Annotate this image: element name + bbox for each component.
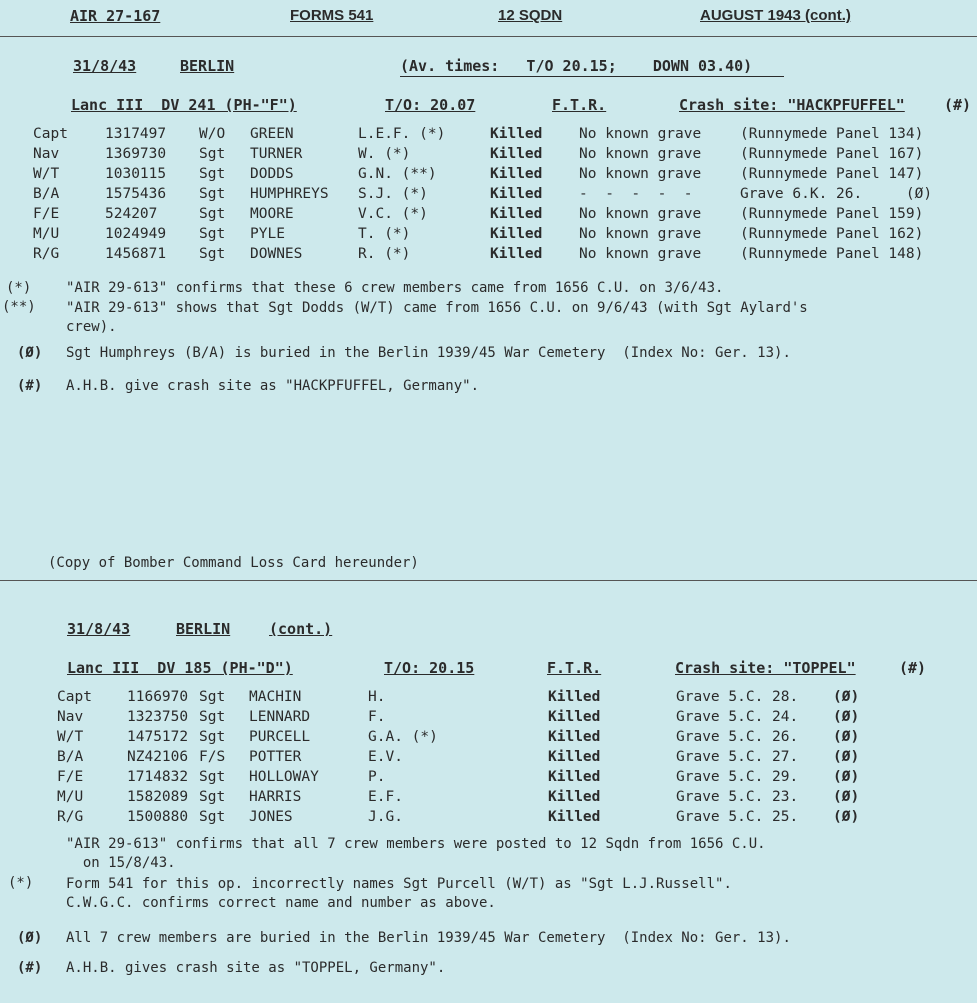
crew-row [0, 166, 977, 186]
crew-row [0, 226, 977, 246]
crew-fate: Killed [490, 226, 543, 242]
crew-fate: Killed [548, 749, 601, 765]
crew-surname: DODDS [250, 166, 294, 182]
crew-fate: Killed [490, 126, 543, 142]
crew-initials: H. [368, 689, 386, 705]
crew-row [0, 709, 977, 729]
crew-surname: JONES [249, 809, 293, 825]
forms-label: FORMS 541 [290, 7, 374, 24]
sec1-ftr: F.T.R. [552, 96, 607, 114]
sec1-note-1-mark: (*) [6, 280, 32, 296]
crew-initials: E.F. [368, 789, 403, 805]
crew-row [0, 749, 977, 769]
crew-memorial: (Runnymede Panel 147) [740, 166, 924, 182]
crew-fate: Killed [548, 769, 601, 785]
crew-role: R/G [57, 809, 84, 825]
crew-service-number: 524207 [105, 206, 158, 222]
crew-grave-mark: (Ø) [833, 789, 860, 805]
crew-rank: W/O [199, 126, 226, 142]
crew-rank: Sgt [199, 166, 226, 182]
crew-service-number: 1030115 [105, 166, 167, 182]
crew-rank: Sgt [199, 789, 226, 805]
crew-role: Nav [57, 709, 84, 725]
crew-rank: Sgt [199, 186, 226, 202]
crew-rank: Sgt [199, 709, 226, 725]
sec1-target: BERLIN [180, 57, 235, 75]
crew-role: F/E [33, 206, 60, 222]
sec1-times-underline [400, 76, 784, 77]
sec1-note-2: "AIR 29-613" shows that Sgt Dodds (W/T) came from 1656 C.U. on 9/6/43 (with Sgt Aylard's crew). [66, 300, 808, 335]
sec2-crash-site: Crash site: "TOPPEL" [675, 659, 856, 677]
crew-surname: HARRIS [249, 789, 302, 805]
crew-initials: G.N. (**) [358, 166, 437, 182]
crew-role: Capt [33, 126, 68, 142]
crew-initials: V.C. (*) [358, 206, 428, 222]
sec2-note-3: All 7 crew members are buried in the Berlin 1939/45 War Cemetery (Index No: Ger. 13). [66, 930, 791, 946]
crew-fate: Killed [548, 689, 601, 705]
crew-fate: Killed [548, 709, 601, 725]
crew-rank: Sgt [199, 809, 226, 825]
crew-service-number: 1475172 [127, 729, 189, 745]
crew-memorial: (Runnymede Panel 162) [740, 226, 924, 242]
header-divider [0, 36, 977, 37]
crew-fate: Killed [548, 729, 601, 745]
sec2-aircraft: Lanc III DV 185 (PH-"D") [67, 659, 293, 677]
sec1-note-4: A.H.B. give crash site as "HACKPFUFFEL, Germany". [66, 378, 480, 394]
crew-initials: J.G. [368, 809, 403, 825]
sec2-note-3-mark: (Ø) [17, 930, 43, 946]
crew-row [0, 769, 977, 789]
crew-rank: F/S [199, 749, 226, 765]
crew-grave-mark: (Ø) [833, 769, 860, 785]
sec2-date: 31/8/43 [67, 620, 131, 638]
sec2-ftr: F.T.R. [547, 659, 602, 677]
crew-grave: Grave 5.C. 29. [676, 769, 799, 785]
sec1-crash-mark: (#) [944, 96, 972, 114]
crew-initials: T. (*) [358, 226, 411, 242]
crew-memorial: Grave 6.K. 26. (Ø) [740, 186, 933, 202]
crew-service-number: 1456871 [105, 246, 167, 262]
crew-role: W/T [33, 166, 60, 182]
crew-initials: E.V. [368, 749, 403, 765]
loss-card-note: (Copy of Bomber Command Loss Card hereunder) [48, 555, 419, 571]
crew-surname: POTTER [249, 749, 302, 765]
crew-grave: Grave 5.C. 23. [676, 789, 799, 805]
crew-service-number: 1317497 [105, 126, 167, 142]
crew-rank: Sgt [199, 689, 226, 705]
crew-role: M/U [33, 226, 60, 242]
crew-grave: Grave 5.C. 25. [676, 809, 799, 825]
sec1-note-4-mark: (#) [17, 378, 43, 394]
crew-fate: Killed [548, 789, 601, 805]
crew-service-number: 1369730 [105, 146, 167, 162]
crew-fate: Killed [490, 206, 543, 222]
crew-surname: HOLLOWAY [249, 769, 319, 785]
crew-rank: Sgt [199, 769, 226, 785]
crew-rank: Sgt [199, 206, 226, 222]
section-divider [0, 580, 977, 581]
crew-row [0, 146, 977, 166]
crew-initials: R. (*) [358, 246, 411, 262]
doc-reference: AIR 27-167 [70, 7, 161, 25]
crew-surname: GREEN [250, 126, 294, 142]
crew-grave: - - - - - [579, 186, 693, 202]
crew-row [0, 789, 977, 809]
sec2-note-4-mark: (#) [17, 960, 43, 976]
sec2-note-4: A.H.B. gives crash site as "TOPPEL, Germany". [66, 960, 446, 976]
crew-initials: S.J. (*) [358, 186, 428, 202]
crew-surname: TURNER [250, 146, 303, 162]
crew-grave: Grave 5.C. 24. [676, 709, 799, 725]
sec1-aircraft: Lanc III DV 241 (PH-"F") [71, 96, 297, 114]
crew-service-number: 1582089 [127, 789, 189, 805]
crew-grave-mark: (Ø) [833, 689, 860, 705]
crew-grave: Grave 5.C. 27. [676, 749, 799, 765]
sec1-note-1: "AIR 29-613" confirms that these 6 crew members came from 1656 C.U. on 3/6/43. [66, 280, 724, 296]
crew-role: F/E [57, 769, 84, 785]
sec1-date: 31/8/43 [73, 57, 137, 75]
crew-surname: PURCELL [249, 729, 311, 745]
crew-surname: MACHIN [249, 689, 302, 705]
crew-initials: P. [368, 769, 386, 785]
squadron-label: 12 SQDN [498, 7, 563, 24]
crew-row [0, 186, 977, 206]
crew-grave-mark: (Ø) [833, 749, 860, 765]
crew-service-number: 1575436 [105, 186, 167, 202]
crew-grave: Grave 5.C. 28. [676, 689, 799, 705]
crew-memorial: (Runnymede Panel 134) [740, 126, 924, 142]
sec2-note-2: Form 541 for this op. incorrectly names Sgt Purcell (W/T) as "Sgt L.J.Russell". C.W.G.C. confirms correct name and number as above. [66, 876, 732, 911]
sec1-note-3: Sgt Humphreys (B/A) is buried in the Berlin 1939/45 War Cemetery (Index No: Ger. 13). [66, 345, 791, 361]
crew-grave: No known grave [579, 166, 702, 182]
crew-rank: Sgt [199, 729, 226, 745]
crew-grave: No known grave [579, 246, 702, 262]
sec1-crash-site: Crash site: "HACKPFUFFEL" [679, 96, 905, 114]
crew-surname: DOWNES [250, 246, 303, 262]
crew-service-number: 1024949 [105, 226, 167, 242]
sec1-takeoff: T/O: 20.07 [385, 96, 476, 114]
crew-memorial: (Runnymede Panel 167) [740, 146, 924, 162]
sec2-note-1: "AIR 29-613" confirms that all 7 crew members were posted to 12 Sqdn from 1656 C.U. on 15/8/43. [66, 836, 766, 871]
sec2-target: BERLIN [176, 620, 231, 638]
crew-fate: Killed [490, 166, 543, 182]
crew-role: B/A [33, 186, 60, 202]
crew-grave-mark: (Ø) [833, 809, 860, 825]
crew-row [0, 689, 977, 709]
crew-row [0, 126, 977, 146]
crew-fate: Killed [490, 186, 543, 202]
crew-initials: L.E.F. (*) [358, 126, 446, 142]
sec1-times: (Av. times: T/O 20.15; DOWN 03.40) [400, 57, 753, 75]
crew-fate: Killed [490, 146, 543, 162]
sec1-note-3-mark: (Ø) [17, 345, 43, 361]
crew-memorial: (Runnymede Panel 148) [740, 246, 924, 262]
crew-role: W/T [57, 729, 84, 745]
crew-rank: Sgt [199, 146, 226, 162]
crew-row [0, 809, 977, 829]
crew-service-number: 1323750 [127, 709, 189, 725]
crew-grave: No known grave [579, 226, 702, 242]
crew-role: R/G [33, 246, 60, 262]
crew-grave: No known grave [579, 206, 702, 222]
crew-fate: Killed [548, 809, 601, 825]
crew-initials: W. (*) [358, 146, 411, 162]
crew-surname: MOORE [250, 206, 294, 222]
sec1-note-2-mark: (**) [2, 299, 36, 315]
crew-row [0, 729, 977, 749]
crew-role: Nav [33, 146, 60, 162]
crew-grave: No known grave [579, 146, 702, 162]
crew-grave-mark: (Ø) [833, 709, 860, 725]
crew-row [0, 246, 977, 266]
crew-initials: F. [368, 709, 386, 725]
crew-grave: Grave 5.C. 26. [676, 729, 799, 745]
crew-surname: PYLE [250, 226, 285, 242]
crew-role: Capt [57, 689, 92, 705]
crew-service-number: NZ42106 [127, 749, 189, 765]
crew-rank: Sgt [199, 226, 226, 242]
crew-service-number: 1714832 [127, 769, 189, 785]
sec2-takeoff: T/O: 20.15 [384, 659, 475, 677]
crew-initials: G.A. (*) [368, 729, 438, 745]
crew-row [0, 206, 977, 226]
month-label: AUGUST 1943 (cont.) [700, 7, 851, 24]
sec2-note-2-mark: (*) [8, 875, 34, 891]
crew-surname: HUMPHREYS [250, 186, 329, 202]
crew-service-number: 1166970 [127, 689, 189, 705]
crew-role: B/A [57, 749, 84, 765]
crew-fate: Killed [490, 246, 543, 262]
sec2-cont: (cont.) [269, 620, 333, 638]
crew-grave: No known grave [579, 126, 702, 142]
crew-rank: Sgt [199, 246, 226, 262]
crew-surname: LENNARD [249, 709, 311, 725]
crew-role: M/U [57, 789, 84, 805]
crew-service-number: 1500880 [127, 809, 189, 825]
sec2-crash-mark: (#) [899, 659, 927, 677]
crew-grave-mark: (Ø) [833, 729, 860, 745]
crew-memorial: (Runnymede Panel 159) [740, 206, 924, 222]
